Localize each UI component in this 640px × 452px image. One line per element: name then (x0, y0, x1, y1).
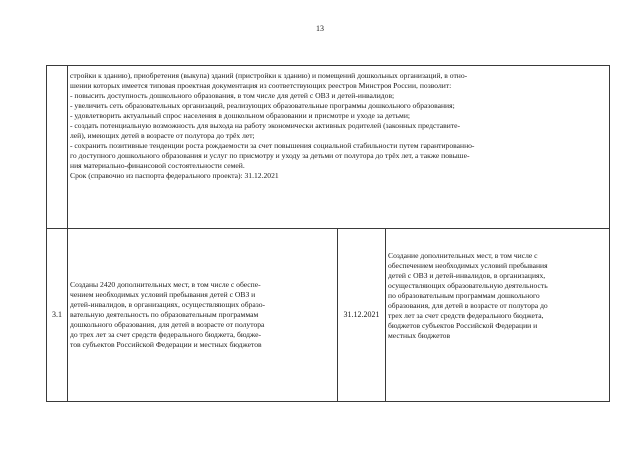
item-description-line: дошкольного образования, для детей в возрасте от полутора (70, 320, 265, 329)
intro-number-cell (47, 66, 68, 229)
item-result-line: детей с ОВЗ и детей-инвалидов, в организациях, (388, 271, 546, 280)
item-result-line: образования, для детей в возрасте от полутора до (388, 301, 548, 310)
item-result-line: Создание дополнительных мест, в том числе с (388, 251, 538, 260)
intro-line: - сохранить позитивные тенденции роста рождаемости за счет повышения социальной стабильности путем гарантированно- (70, 141, 475, 150)
intro-line: Срок (справочно из паспорта федерального проекта): 31.12.2021 (70, 171, 279, 180)
document-table (46, 65, 610, 402)
table-row-item (47, 229, 610, 402)
intro-line: го доступного дошкольного образования и услуг по присмотру и уходу за детьми от полутора до трёх лет, а также повыше- (70, 151, 470, 160)
intro-line: ния материально-финансовой состоятельности семей. (70, 161, 245, 170)
item-number: 3.1 (47, 229, 68, 402)
item-description-line: Созданы 2420 дополнительных мест, в том числе с обеспе- (70, 280, 261, 289)
item-description-line: до трех лет за счет средств федерального бюджета, бюдже- (70, 330, 262, 339)
intro-line: - повысить доступность дошкольного образования, в том числе для детей с ОВЗ и детей-инвалидов; (70, 91, 395, 100)
intro-text-cell (68, 66, 610, 229)
intro-line: - создать потенциальную возможность для выхода на работу экономически активных родителей (законных представите- (70, 121, 461, 130)
item-result-line: местных бюджетов (388, 331, 451, 340)
item-result-line: осуществляющих образовательную деятельность (388, 281, 548, 290)
item-description-line: тов субъектов Российской Федерации и местных бюджетов (70, 340, 262, 349)
intro-line: - удовлетворить актуальный спрос населения в дошкольном образовании и присмотре и уходе за детьми; (70, 111, 411, 120)
intro-line: лей), имеющих детей в возрасте от полутора до трёх лет; (70, 131, 255, 140)
item-date: 31.12.2021 (338, 229, 386, 402)
item-result-line: трех лет за счет средств федерального бюджета, (388, 311, 544, 320)
intro-text (70, 66, 607, 181)
table-row-intro (47, 66, 610, 229)
item-result-line: бюджетов субъектов Российской Федерации и (388, 321, 538, 330)
item-description-line: детей-инвалидов, в организациях, осуществляющих образо- (70, 300, 266, 309)
item-description-cell (68, 229, 338, 402)
item-description-line: чением необходимых условий пребывания детей с ОВЗ и (70, 290, 256, 299)
intro-line: стройки к зданию), приобретения (выкупа) зданий (пристройки к зданию) и помещений дошкольных организаций, в отно- (70, 71, 468, 80)
item-result-cell (386, 229, 610, 402)
item-result-line: по образовательным программам дошкольного (388, 291, 540, 300)
item-result-line: обеспечением необходимых условий пребывания (388, 261, 548, 270)
intro-line: шении которых имеется типовая проектная документация из соответствующих реестров Минстроя России, позволит: (70, 81, 452, 90)
intro-line: - увеличить сеть образовательных организаций, реализующих образовательные программы дошкольного образования; (70, 101, 455, 110)
item-description-line: вательную деятельность по образовательным программам (70, 310, 259, 319)
page-number: 13 (316, 24, 324, 33)
